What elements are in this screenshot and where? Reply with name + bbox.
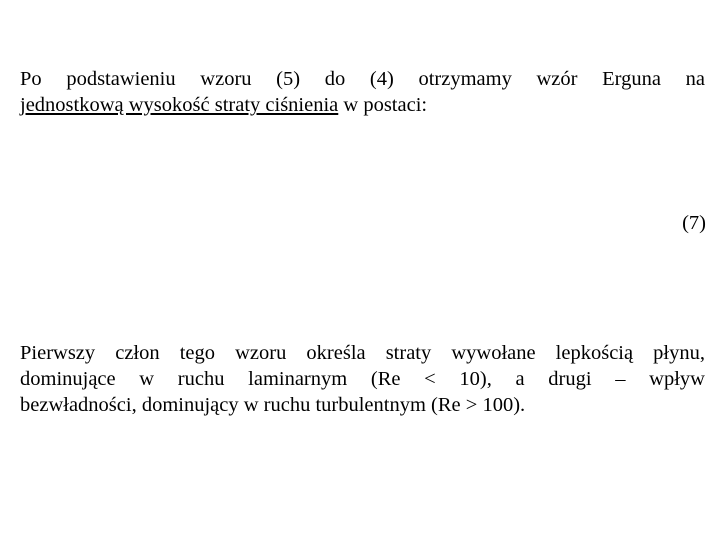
explanation-line-1: Pierwszy człon tego wzoru określa straty wywołane lepkością płynu, [20, 342, 705, 364]
intro-line-2-rest: w postaci: [338, 94, 428, 116]
explanation-line-2: dominujące w ruchu laminarnym (Re < 10), a drugi – wpływ [20, 368, 705, 390]
intro-paragraph [20, 66, 705, 118]
intro-line-2 [20, 92, 705, 118]
explanation-paragraph [20, 340, 705, 418]
underlined-phrase: jednostkową wysokość straty ciśnienia [20, 94, 339, 116]
explanation-line-3: bezwładności, dominujący w ruchu turbulentnym (Re > 100). [20, 394, 526, 416]
intro-line-1: Po podstawieniu wzoru (5) do (4) otrzymamy wzór Erguna na [20, 68, 705, 90]
equation-number: (7) [682, 212, 706, 234]
